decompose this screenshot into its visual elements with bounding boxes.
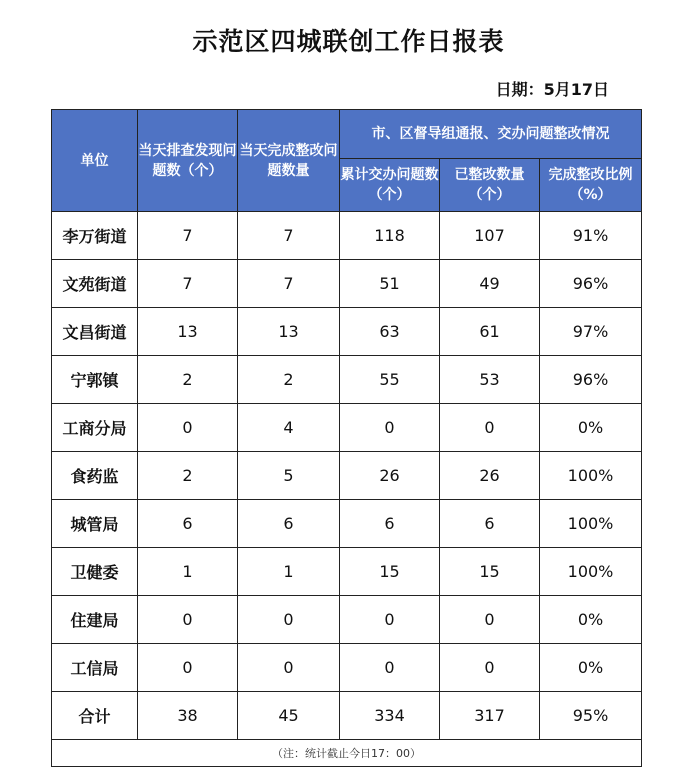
header-found: 当天排查发现问题数（个）	[138, 110, 238, 212]
cell-found-count: 38	[138, 692, 238, 740]
cell-ratio: 96%	[540, 260, 642, 308]
cell-unit-name: 城管局	[52, 500, 138, 548]
cell-total-assigned: 0	[340, 404, 440, 452]
cell-total-assigned: 15	[340, 548, 440, 596]
cell-found-count: 2	[138, 452, 238, 500]
cell-done-count: 49	[440, 260, 540, 308]
cell-ratio: 100%	[540, 548, 642, 596]
report-date: 日期：5月17日	[495, 80, 609, 99]
cell-fixed-count: 5	[238, 452, 340, 500]
cell-done-count: 26	[440, 452, 540, 500]
table-row	[52, 548, 642, 596]
report-table	[51, 109, 642, 767]
cell-total-assigned: 334	[340, 692, 440, 740]
cell-done-count: 61	[440, 308, 540, 356]
cell-ratio: 0%	[540, 644, 642, 692]
table-row	[52, 500, 642, 548]
header-group: 市、区督导组通报、交办问题整改情况	[340, 110, 642, 159]
cell-found-count: 6	[138, 500, 238, 548]
cell-fixed-count: 45	[238, 692, 340, 740]
cell-found-count: 7	[138, 260, 238, 308]
table-row	[52, 356, 642, 404]
table-row	[52, 404, 642, 452]
cell-unit-name: 合计	[52, 692, 138, 740]
total-row	[52, 692, 642, 740]
footnote: （注：统计截止今日17：00）	[52, 740, 642, 767]
table-row	[52, 308, 642, 356]
header-fixed: 当天完成整改问题数量	[238, 110, 340, 212]
table-row	[52, 596, 642, 644]
cell-fixed-count: 13	[238, 308, 340, 356]
cell-done-count: 0	[440, 596, 540, 644]
cell-unit-name: 文苑街道	[52, 260, 138, 308]
cell-ratio: 97%	[540, 308, 642, 356]
cell-ratio: 95%	[540, 692, 642, 740]
cell-total-assigned: 63	[340, 308, 440, 356]
cell-found-count: 13	[138, 308, 238, 356]
cell-fixed-count: 6	[238, 500, 340, 548]
table-row	[52, 452, 642, 500]
cell-total-assigned: 0	[340, 596, 440, 644]
cell-total-assigned: 0	[340, 644, 440, 692]
cell-done-count: 53	[440, 356, 540, 404]
cell-fixed-count: 2	[238, 356, 340, 404]
table-row	[52, 260, 642, 308]
table-body	[52, 212, 642, 767]
cell-unit-name: 宁郭镇	[52, 356, 138, 404]
cell-ratio: 0%	[540, 404, 642, 452]
cell-unit-name: 工商分局	[52, 404, 138, 452]
cell-ratio: 91%	[540, 212, 642, 260]
cell-fixed-count: 0	[238, 596, 340, 644]
cell-found-count: 0	[138, 644, 238, 692]
cell-total-assigned: 26	[340, 452, 440, 500]
cell-done-count: 0	[440, 644, 540, 692]
cell-unit-name: 食药监	[52, 452, 138, 500]
page-title: 示范区四城联创工作日报表	[192, 27, 505, 56]
cell-ratio: 0%	[540, 596, 642, 644]
cell-found-count: 2	[138, 356, 238, 404]
cell-found-count: 0	[138, 404, 238, 452]
cell-total-assigned: 51	[340, 260, 440, 308]
header-ratio: 完成整改比例（%）	[540, 159, 642, 212]
cell-unit-name: 工信局	[52, 644, 138, 692]
cell-done-count: 107	[440, 212, 540, 260]
cell-unit-name: 卫健委	[52, 548, 138, 596]
table-row	[52, 644, 642, 692]
cell-fixed-count: 7	[238, 260, 340, 308]
cell-found-count: 7	[138, 212, 238, 260]
cell-done-count: 6	[440, 500, 540, 548]
cell-found-count: 1	[138, 548, 238, 596]
header-total: 累计交办问题数（个）	[340, 159, 440, 212]
header-done: 已整改数量（个）	[440, 159, 540, 212]
cell-total-assigned: 55	[340, 356, 440, 404]
cell-fixed-count: 1	[238, 548, 340, 596]
cell-ratio: 100%	[540, 452, 642, 500]
cell-unit-name: 李万街道	[52, 212, 138, 260]
table-row	[52, 212, 642, 260]
cell-ratio: 96%	[540, 356, 642, 404]
cell-ratio: 100%	[540, 500, 642, 548]
cell-total-assigned: 6	[340, 500, 440, 548]
cell-fixed-count: 7	[238, 212, 340, 260]
cell-done-count: 0	[440, 404, 540, 452]
cell-unit-name: 住建局	[52, 596, 138, 644]
header-unit: 单位	[52, 110, 138, 212]
cell-done-count: 15	[440, 548, 540, 596]
cell-total-assigned: 118	[340, 212, 440, 260]
cell-fixed-count: 4	[238, 404, 340, 452]
cell-fixed-count: 0	[238, 644, 340, 692]
cell-found-count: 0	[138, 596, 238, 644]
cell-unit-name: 文昌街道	[52, 308, 138, 356]
cell-done-count: 317	[440, 692, 540, 740]
